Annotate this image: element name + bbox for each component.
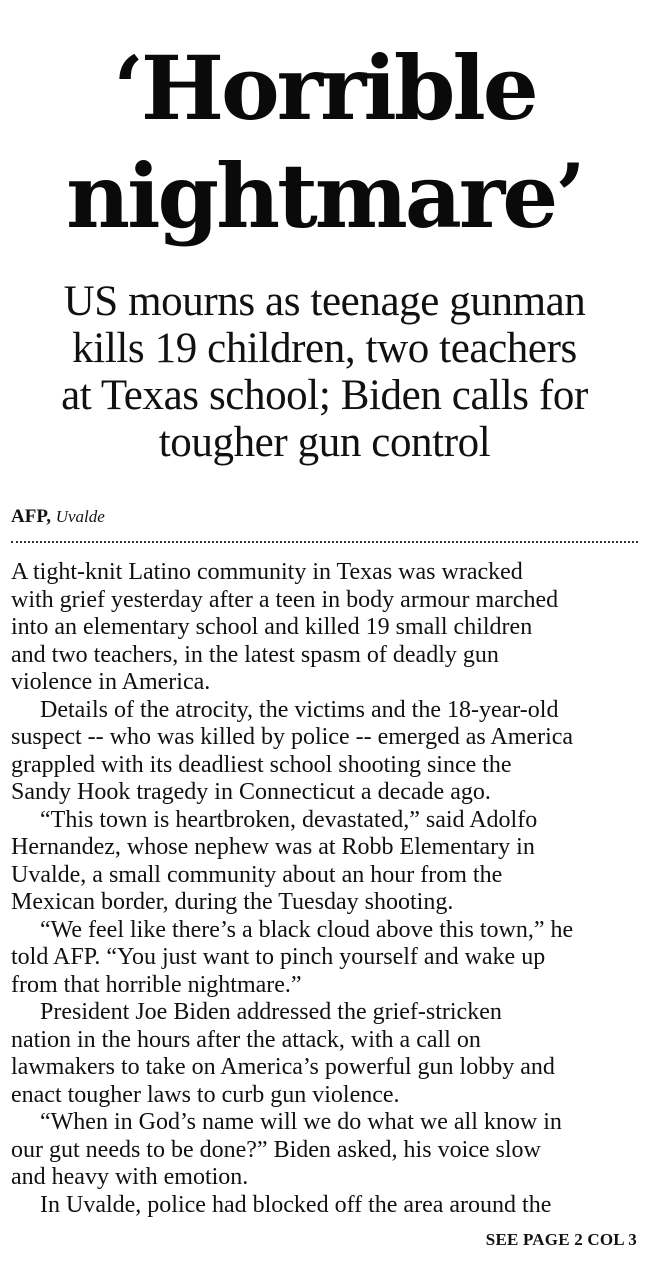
subheadline-line: kills 19 children, two teachers: [72, 325, 577, 372]
article-paragraph-2: [11, 697, 638, 807]
article-paragraph-7: [11, 1192, 638, 1220]
article-line: A tight-knit Latino community in Texas was wracked: [11, 559, 523, 585]
article-line: into an elementary school and killed 19 small children: [11, 614, 533, 640]
article-line: grappled with its deadliest school shooting since the: [11, 751, 512, 778]
article-line: Mexican border, during the Tuesday shooting.: [11, 889, 454, 915]
article-paragraph-3: [11, 807, 638, 917]
article-line: “We feel like there’s a black cloud above this town,” he: [40, 916, 574, 943]
article-paragraph-4: [11, 917, 638, 1000]
article-line: suspect -- who was killed by police -- emerged as America: [11, 724, 574, 750]
article-line: violence in America.: [11, 669, 211, 695]
article-line: lawmakers to take on America’s powerful gun lobby and: [11, 1054, 555, 1080]
article-line: “This town is heartbroken, devastated,” said Adolfo: [40, 806, 538, 833]
byline: [11, 505, 105, 529]
article-line: from that horrible nightmare.”: [11, 971, 302, 998]
subheadline-line: tougher gun control: [158, 419, 491, 466]
headline-line-1: ‘Horrible: [113, 36, 536, 140]
article-body: [11, 559, 638, 1219]
article-paragraph-5: [11, 999, 638, 1109]
article-line: told AFP. “You just want to pinch yourself and wake up: [11, 944, 546, 970]
article-line: enact tougher laws to curb gun violence.: [11, 1081, 400, 1108]
subheadline-line: at Texas school; Biden calls for: [61, 372, 588, 419]
article-line: President Joe Biden addressed the grief-stricken: [40, 999, 502, 1025]
continued-jump-line: SEE PAGE 2 COL 3: [485, 1230, 637, 1249]
subheadline-line: US mourns as teenage gunman: [63, 278, 586, 325]
article-line: In Uvalde, police had blocked off the area around the: [40, 1191, 552, 1218]
article-line: our gut needs to be done?” Biden asked, his voice slow: [11, 1136, 541, 1163]
article-line: nation in the hours after the attack, with a call on: [11, 1026, 481, 1053]
article-line: Sandy Hook tragedy in Connecticut a decade ago.: [11, 779, 491, 805]
byline-location: Uvalde: [55, 507, 105, 526]
headline-line-2: nightmare’: [66, 144, 583, 248]
article-line: Hernandez, whose nephew was at Robb Elementary in: [11, 834, 535, 860]
article-line: Uvalde, a small community about an hour from the: [11, 861, 503, 888]
article-paragraph-1: [11, 559, 638, 697]
headline: [0, 34, 649, 250]
article-line: with grief yesterday after a teen in body armour marched: [11, 586, 559, 613]
dotted-divider: [11, 541, 638, 543]
article-line: Details of the atrocity, the victims and the 18-year-old: [40, 696, 559, 723]
byline-agency: AFP,: [11, 506, 51, 527]
article-line: “When in God’s name will we do what we all know in: [40, 1109, 562, 1135]
article-line: and two teachers, in the latest spasm of deadly gun: [11, 641, 499, 668]
article-line: and heavy with emotion.: [11, 1164, 249, 1190]
subheadline: [0, 278, 649, 466]
article-paragraph-6: [11, 1109, 638, 1192]
